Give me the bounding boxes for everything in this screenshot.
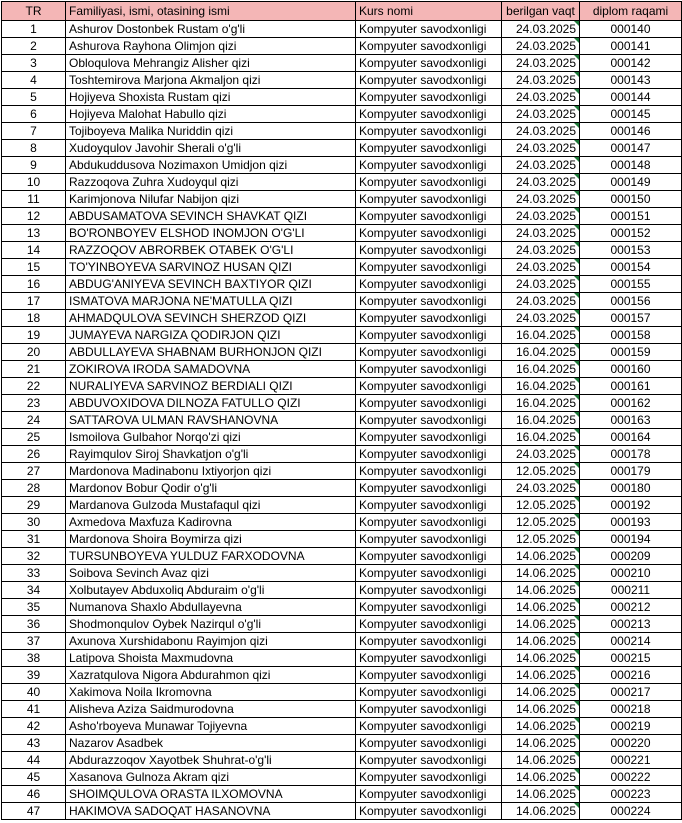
table-row [2,412,682,429]
table-row [2,446,682,463]
cell-diploma[interactable]: 000219 [580,718,682,735]
cell-date[interactable]: 12.05.2025 [502,531,580,548]
cell-course[interactable]: Kompyuter savodxonligi [356,412,502,429]
cell-date[interactable]: 24.03.2025 [502,293,580,310]
cell-diploma[interactable]: 000164 [580,429,682,446]
cell-diploma[interactable]: 000155 [580,276,682,293]
cell-name[interactable]: Shodmonqulov Oybek Nazirqul o'g'li [66,616,356,633]
table-row [2,735,682,752]
cell-tr[interactable]: 35 [2,599,66,616]
table-row [2,72,682,89]
cell-tr[interactable]: 8 [2,140,66,157]
table-row [2,497,682,514]
cell-tr[interactable]: 43 [2,735,66,752]
cell-diploma[interactable]: 000141 [580,38,682,55]
cell-tr[interactable]: 15 [2,259,66,276]
cell-course[interactable]: Kompyuter savodxonligi [356,684,502,701]
cell-name[interactable]: Mardonova Shoira Boymirza qizi [66,531,356,548]
cell-diploma[interactable]: 000218 [580,701,682,718]
cell-tr[interactable]: 45 [2,769,66,786]
table-row [2,293,682,310]
table-row [2,208,682,225]
table-row [2,140,682,157]
cell-diploma[interactable]: 000144 [580,89,682,106]
cell-date[interactable]: 16.04.2025 [502,412,580,429]
cell-diploma[interactable]: 000158 [580,327,682,344]
cell-name[interactable]: Ashurov Dostonbek Rustam o'g'li [66,21,356,38]
cell-name[interactable]: ABDUSAMATOVA SEVINCH SHAVKAT QIZI [66,208,356,225]
cell-name[interactable]: ABDUVOXIDOVA DILNOZA FATULLO QIZI [66,395,356,412]
cell-course[interactable]: Kompyuter savodxonligi [356,667,502,684]
cell-course[interactable]: Kompyuter savodxonligi [356,514,502,531]
cell-name[interactable]: Abdukuddusova Nozimaxon Umidjon qizi [66,157,356,174]
cell-tr[interactable]: 47 [2,803,66,820]
table-row [2,361,682,378]
cell-tr[interactable]: 1 [2,21,66,38]
cell-tr[interactable]: 30 [2,514,66,531]
cell-diploma[interactable]: 000215 [580,650,682,667]
cell-diploma[interactable]: 000147 [580,140,682,157]
cell-date[interactable]: 16.04.2025 [502,395,580,412]
cell-diploma[interactable]: 000212 [580,599,682,616]
header-date[interactable]: berilgan vaqt [502,2,580,21]
cell-name[interactable]: ZOKIROVA IRODA SAMADOVNA [66,361,356,378]
cell-tr[interactable]: 17 [2,293,66,310]
cell-date[interactable]: 24.03.2025 [502,174,580,191]
cell-name[interactable]: BO'RONBOYEV ELSHOD INOMJON O'G'LI [66,225,356,242]
cell-course[interactable]: Kompyuter savodxonligi [356,361,502,378]
table-row [2,276,682,293]
cell-date[interactable]: 14.06.2025 [502,769,580,786]
cell-tr[interactable]: 29 [2,497,66,514]
cell-tr[interactable]: 40 [2,684,66,701]
cell-course[interactable]: Kompyuter savodxonligi [356,191,502,208]
table-row [2,548,682,565]
cell-date[interactable]: 24.03.2025 [502,55,580,72]
cell-diploma[interactable]: 000148 [580,157,682,174]
cell-diploma[interactable]: 000222 [580,769,682,786]
table-row [2,786,682,803]
cell-diploma[interactable]: 000153 [580,242,682,259]
table-row [2,718,682,735]
cell-date[interactable]: 14.06.2025 [502,650,580,667]
cell-diploma[interactable]: 000159 [580,344,682,361]
cell-date[interactable]: 14.06.2025 [502,548,580,565]
table-row [2,225,682,242]
cell-diploma[interactable]: 000162 [580,395,682,412]
cell-tr[interactable]: 20 [2,344,66,361]
table-row [2,344,682,361]
cell-date[interactable]: 24.03.2025 [502,225,580,242]
table-row [2,429,682,446]
table-row [2,21,682,38]
cell-course[interactable]: Kompyuter savodxonligi [356,395,502,412]
cell-tr[interactable]: 19 [2,327,66,344]
table-row [2,191,682,208]
cell-tr[interactable]: 33 [2,565,66,582]
cell-tr[interactable]: 39 [2,667,66,684]
cell-tr[interactable]: 38 [2,650,66,667]
cell-course[interactable]: Kompyuter savodxonligi [356,582,502,599]
cell-name[interactable]: Hojiyeva Shoxista Rustam qizi [66,89,356,106]
cell-tr[interactable]: 27 [2,463,66,480]
cell-tr[interactable]: 28 [2,480,66,497]
cell-date[interactable]: 24.03.2025 [502,123,580,140]
cell-diploma[interactable]: 000213 [580,616,682,633]
cell-course[interactable]: Kompyuter savodxonligi [356,786,502,803]
table-row [2,582,682,599]
cell-name[interactable]: Axunova Xurshidabonu Rayimjon qizi [66,633,356,650]
cell-diploma[interactable]: 000216 [580,667,682,684]
cell-date[interactable]: 24.03.2025 [502,446,580,463]
cell-tr[interactable]: 14 [2,242,66,259]
cell-diploma[interactable]: 000163 [580,412,682,429]
cell-date[interactable]: 24.03.2025 [502,21,580,38]
cell-tr[interactable]: 31 [2,531,66,548]
cell-course[interactable]: Kompyuter savodxonligi [356,208,502,225]
cell-diploma[interactable]: 000151 [580,208,682,225]
table-row [2,616,682,633]
cell-date[interactable]: 14.06.2025 [502,752,580,769]
cell-name[interactable]: Alisheva Aziza Saidmurodovna [66,701,356,718]
cell-diploma[interactable]: 000145 [580,106,682,123]
cell-course[interactable]: Kompyuter savodxonligi [356,259,502,276]
cell-name[interactable]: TURSUNBOYEVA YULDUZ FARXODOVNA [66,548,356,565]
cell-date[interactable]: 24.03.2025 [502,106,580,123]
cell-tr[interactable]: 42 [2,718,66,735]
cell-course[interactable]: Kompyuter savodxonligi [356,140,502,157]
cell-course[interactable]: Kompyuter savodxonligi [356,650,502,667]
cell-course[interactable]: Kompyuter savodxonligi [356,72,502,89]
header-row [2,2,682,21]
cell-course[interactable]: Kompyuter savodxonligi [356,225,502,242]
cell-tr[interactable]: 46 [2,786,66,803]
cell-name[interactable]: JUMAYEVA NARGIZA QODIRJON QIZI [66,327,356,344]
cell-name[interactable]: Xazratqulova Nigora Abdurahmon qizi [66,667,356,684]
cell-name[interactable]: SATTAROVA ULMAN RAVSHANOVNA [66,412,356,429]
cell-course[interactable]: Kompyuter savodxonligi [356,497,502,514]
cell-date[interactable]: 12.05.2025 [502,514,580,531]
cell-name[interactable]: ABDUG'ANIYEVA SEVINCH BAXTIYOR QIZI [66,276,356,293]
cell-course[interactable]: Kompyuter savodxonligi [356,599,502,616]
table-row [2,89,682,106]
cell-diploma[interactable]: 000209 [580,548,682,565]
cell-course[interactable]: Kompyuter savodxonligi [356,616,502,633]
cell-name[interactable]: TO'YINBOYEVA SARVINOZ HUSAN QIZI [66,259,356,276]
cell-tr[interactable]: 12 [2,208,66,225]
cell-date[interactable]: 16.04.2025 [502,327,580,344]
cell-diploma[interactable]: 000149 [580,174,682,191]
cell-date[interactable]: 24.03.2025 [502,38,580,55]
cell-tr[interactable]: 10 [2,174,66,191]
cell-course[interactable]: Kompyuter savodxonligi [356,769,502,786]
table-row [2,242,682,259]
cell-name[interactable]: Latipova Shoista Maxmudovna [66,650,356,667]
cell-date[interactable]: 24.03.2025 [502,89,580,106]
cell-tr[interactable]: 44 [2,752,66,769]
cell-course[interactable]: Kompyuter savodxonligi [356,327,502,344]
cell-tr[interactable]: 18 [2,310,66,327]
cell-diploma[interactable]: 000214 [580,633,682,650]
diploma-table [1,1,682,820]
cell-course[interactable]: Kompyuter savodxonligi [356,106,502,123]
cell-diploma[interactable]: 000154 [580,259,682,276]
header-diploma[interactable]: diplom raqami [580,2,682,21]
table-row [2,378,682,395]
cell-name[interactable]: Soibova Sevinch Avaz qizi [66,565,356,582]
table-row [2,531,682,548]
table-row [2,667,682,684]
table-row [2,157,682,174]
cell-date[interactable]: 24.03.2025 [502,140,580,157]
cell-date[interactable]: 24.03.2025 [502,157,580,174]
cell-name[interactable]: Xudoyqulov Javohir Sherali o'g'li [66,140,356,157]
cell-course[interactable]: Kompyuter savodxonligi [356,174,502,191]
cell-course[interactable]: Kompyuter savodxonligi [356,21,502,38]
cell-name[interactable]: Xasanova Gulnoza Akram qizi [66,769,356,786]
cell-date[interactable]: 24.03.2025 [502,310,580,327]
table-row [2,327,682,344]
cell-diploma[interactable]: 000179 [580,463,682,480]
cell-name[interactable]: Karimjonova Nilufar Nabijon qizi [66,191,356,208]
cell-tr[interactable]: 4 [2,72,66,89]
cell-date[interactable]: 24.03.2025 [502,191,580,208]
cell-diploma[interactable]: 000210 [580,565,682,582]
cell-course[interactable]: Kompyuter savodxonligi [356,531,502,548]
header-course[interactable]: Kurs nomi [356,2,502,21]
cell-course[interactable]: Kompyuter savodxonligi [356,463,502,480]
cell-tr[interactable]: 41 [2,701,66,718]
cell-date[interactable]: 16.04.2025 [502,344,580,361]
cell-diploma[interactable]: 000193 [580,514,682,531]
cell-date[interactable]: 14.06.2025 [502,786,580,803]
table-row [2,55,682,72]
cell-name[interactable]: Mardanova Gulzoda Mustafaqul qizi [66,497,356,514]
cell-date[interactable]: 24.03.2025 [502,72,580,89]
cell-diploma[interactable]: 000157 [580,310,682,327]
cell-diploma[interactable]: 000140 [580,21,682,38]
cell-tr[interactable]: 6 [2,106,66,123]
table-row [2,752,682,769]
table-row [2,310,682,327]
header-tr[interactable]: TR [2,2,66,21]
cell-name[interactable]: Rayimqulov Siroj Shavkatjon o'g'li [66,446,356,463]
cell-name[interactable]: Ashurova Rayhona Olimjon qizi [66,38,356,55]
cell-course[interactable]: Kompyuter savodxonligi [356,123,502,140]
cell-diploma[interactable]: 000161 [580,378,682,395]
table-row [2,259,682,276]
cell-date[interactable]: 16.04.2025 [502,361,580,378]
cell-date[interactable]: 24.03.2025 [502,208,580,225]
cell-course[interactable]: Kompyuter savodxonligi [356,38,502,55]
cell-course[interactable]: Kompyuter savodxonligi [356,429,502,446]
cell-name[interactable]: Abdurazzoqov Xayotbek Shuhrat-o'g'li [66,752,356,769]
cell-name[interactable]: ISMATOVA MARJONA NE'MATULLA QIZI [66,293,356,310]
table-row [2,123,682,140]
cell-date[interactable]: 24.03.2025 [502,276,580,293]
cell-date[interactable]: 14.06.2025 [502,599,580,616]
cell-course[interactable]: Kompyuter savodxonligi [356,735,502,752]
cell-tr[interactable]: 24 [2,412,66,429]
cell-diploma[interactable]: 000221 [580,752,682,769]
cell-diploma[interactable]: 000150 [580,191,682,208]
cell-name[interactable]: Tojiboyeva Malika Nuriddin qizi [66,123,356,140]
table-row [2,803,682,820]
table-row [2,395,682,412]
table-body [2,21,682,820]
cell-date[interactable]: 14.06.2025 [502,667,580,684]
cell-tr[interactable]: 3 [2,55,66,72]
cell-diploma[interactable]: 000180 [580,480,682,497]
cell-name[interactable]: Mardonov Bobur Qodir o'g'li [66,480,356,497]
cell-date[interactable]: 12.05.2025 [502,497,580,514]
table-row [2,565,682,582]
cell-course[interactable]: Kompyuter savodxonligi [356,548,502,565]
cell-course[interactable]: Kompyuter savodxonligi [356,446,502,463]
cell-name[interactable]: AHMADQULOVA SEVINCH SHERZOD QIZI [66,310,356,327]
cell-date[interactable]: 14.06.2025 [502,701,580,718]
table-row [2,684,682,701]
cell-tr[interactable]: 22 [2,378,66,395]
cell-name[interactable]: Razzoqova Zuhra Xudoyqul qizi [66,174,356,191]
cell-course[interactable]: Kompyuter savodxonligi [356,752,502,769]
cell-tr[interactable]: 23 [2,395,66,412]
table-row [2,650,682,667]
cell-name[interactable]: NURALIYEVA SARVINOZ BERDIALI QIZI [66,378,356,395]
cell-tr[interactable]: 5 [2,89,66,106]
cell-diploma[interactable]: 000220 [580,735,682,752]
cell-course[interactable]: Kompyuter savodxonligi [356,803,502,820]
cell-diploma[interactable]: 000217 [580,684,682,701]
cell-tr[interactable]: 13 [2,225,66,242]
cell-name[interactable]: Asho'rboyeva Munawar Tojiyevna [66,718,356,735]
cell-diploma[interactable]: 000152 [580,225,682,242]
cell-name[interactable]: Hojiyeva Malohat Habullo qizi [66,106,356,123]
cell-course[interactable]: Kompyuter savodxonligi [356,310,502,327]
cell-tr[interactable]: 9 [2,157,66,174]
cell-tr[interactable]: 11 [2,191,66,208]
cell-name[interactable]: Axmedova Maxfuza Kadirovna [66,514,356,531]
cell-name[interactable]: Xakimova Noila Ikromovna [66,684,356,701]
cell-course[interactable]: Kompyuter savodxonligi [356,565,502,582]
cell-name[interactable]: RAZZOQOV ABRORBEK OTABEK O'G'LI [66,242,356,259]
cell-tr[interactable]: 36 [2,616,66,633]
cell-date[interactable]: 14.06.2025 [502,633,580,650]
cell-tr[interactable]: 2 [2,38,66,55]
cell-date[interactable]: 14.06.2025 [502,616,580,633]
cell-name[interactable]: Toshtemirova Marjona Akmaljon qizi [66,72,356,89]
cell-diploma[interactable]: 000178 [580,446,682,463]
cell-diploma[interactable]: 000160 [580,361,682,378]
cell-tr[interactable]: 25 [2,429,66,446]
cell-tr[interactable]: 21 [2,361,66,378]
cell-course[interactable]: Kompyuter savodxonligi [356,701,502,718]
cell-name[interactable]: Numanova Shaxlo Abdullayevna [66,599,356,616]
cell-diploma[interactable]: 000211 [580,582,682,599]
cell-tr[interactable]: 16 [2,276,66,293]
cell-course[interactable]: Kompyuter savodxonligi [356,276,502,293]
cell-name[interactable]: Xolbutayev Abduxoliq Abduraim o'g'li [66,582,356,599]
cell-course[interactable]: Kompyuter savodxonligi [356,89,502,106]
cell-date[interactable]: 14.06.2025 [502,803,580,820]
cell-date[interactable]: 24.03.2025 [502,480,580,497]
cell-tr[interactable]: 37 [2,633,66,650]
cell-name[interactable]: SHOIMQULOVA ORASTA ILXOMOVNA [66,786,356,803]
cell-course[interactable]: Kompyuter savodxonligi [356,378,502,395]
cell-date[interactable]: 16.04.2025 [502,378,580,395]
cell-date[interactable]: 14.06.2025 [502,582,580,599]
header-name[interactable]: Familiyasi, ismi, otasining ismi [66,2,356,21]
cell-date[interactable]: 24.03.2025 [502,242,580,259]
cell-date[interactable]: 16.04.2025 [502,429,580,446]
cell-name[interactable]: Ismoilova Gulbahor Norqo'zi qizi [66,429,356,446]
cell-date[interactable]: 14.06.2025 [502,735,580,752]
table-row [2,174,682,191]
cell-course[interactable]: Kompyuter savodxonligi [356,718,502,735]
cell-name[interactable]: HAKIMOVA SADOQAT HASANOVNA [66,803,356,820]
cell-course[interactable]: Kompyuter savodxonligi [356,293,502,310]
cell-course[interactable]: Kompyuter savodxonligi [356,242,502,259]
cell-date[interactable]: 14.06.2025 [502,718,580,735]
cell-date[interactable]: 14.06.2025 [502,684,580,701]
table-row [2,769,682,786]
cell-course[interactable]: Kompyuter savodxonligi [356,55,502,72]
cell-date[interactable]: 14.06.2025 [502,565,580,582]
cell-diploma[interactable]: 000194 [580,531,682,548]
cell-date[interactable]: 12.05.2025 [502,463,580,480]
table-row [2,38,682,55]
cell-diploma[interactable]: 000223 [580,786,682,803]
cell-date[interactable]: 24.03.2025 [502,259,580,276]
cell-course[interactable]: Kompyuter savodxonligi [356,480,502,497]
cell-diploma[interactable]: 000192 [580,497,682,514]
cell-name[interactable]: ABDULLAYEVA SHABNAM BURHONJON QIZI [66,344,356,361]
cell-name[interactable]: Mardonova Madinabonu Ixtiyorjon qizi [66,463,356,480]
cell-diploma[interactable]: 000142 [580,55,682,72]
cell-name[interactable]: Nazarov Asadbek [66,735,356,752]
cell-tr[interactable]: 34 [2,582,66,599]
cell-diploma[interactable]: 000224 [580,803,682,820]
table-row [2,106,682,123]
cell-name[interactable]: Obloqulova Mehrangiz Alisher qizi [66,55,356,72]
cell-tr[interactable]: 26 [2,446,66,463]
cell-course[interactable]: Kompyuter savodxonligi [356,157,502,174]
cell-course[interactable]: Kompyuter savodxonligi [356,344,502,361]
table-row [2,514,682,531]
table-header [2,2,682,21]
cell-tr[interactable]: 32 [2,548,66,565]
table-row [2,633,682,650]
cell-diploma[interactable]: 000156 [580,293,682,310]
table-row [2,701,682,718]
table-row [2,480,682,497]
cell-diploma[interactable]: 000146 [580,123,682,140]
cell-course[interactable]: Kompyuter savodxonligi [356,633,502,650]
cell-tr[interactable]: 7 [2,123,66,140]
cell-diploma[interactable]: 000143 [580,72,682,89]
table-row [2,463,682,480]
table-row [2,599,682,616]
